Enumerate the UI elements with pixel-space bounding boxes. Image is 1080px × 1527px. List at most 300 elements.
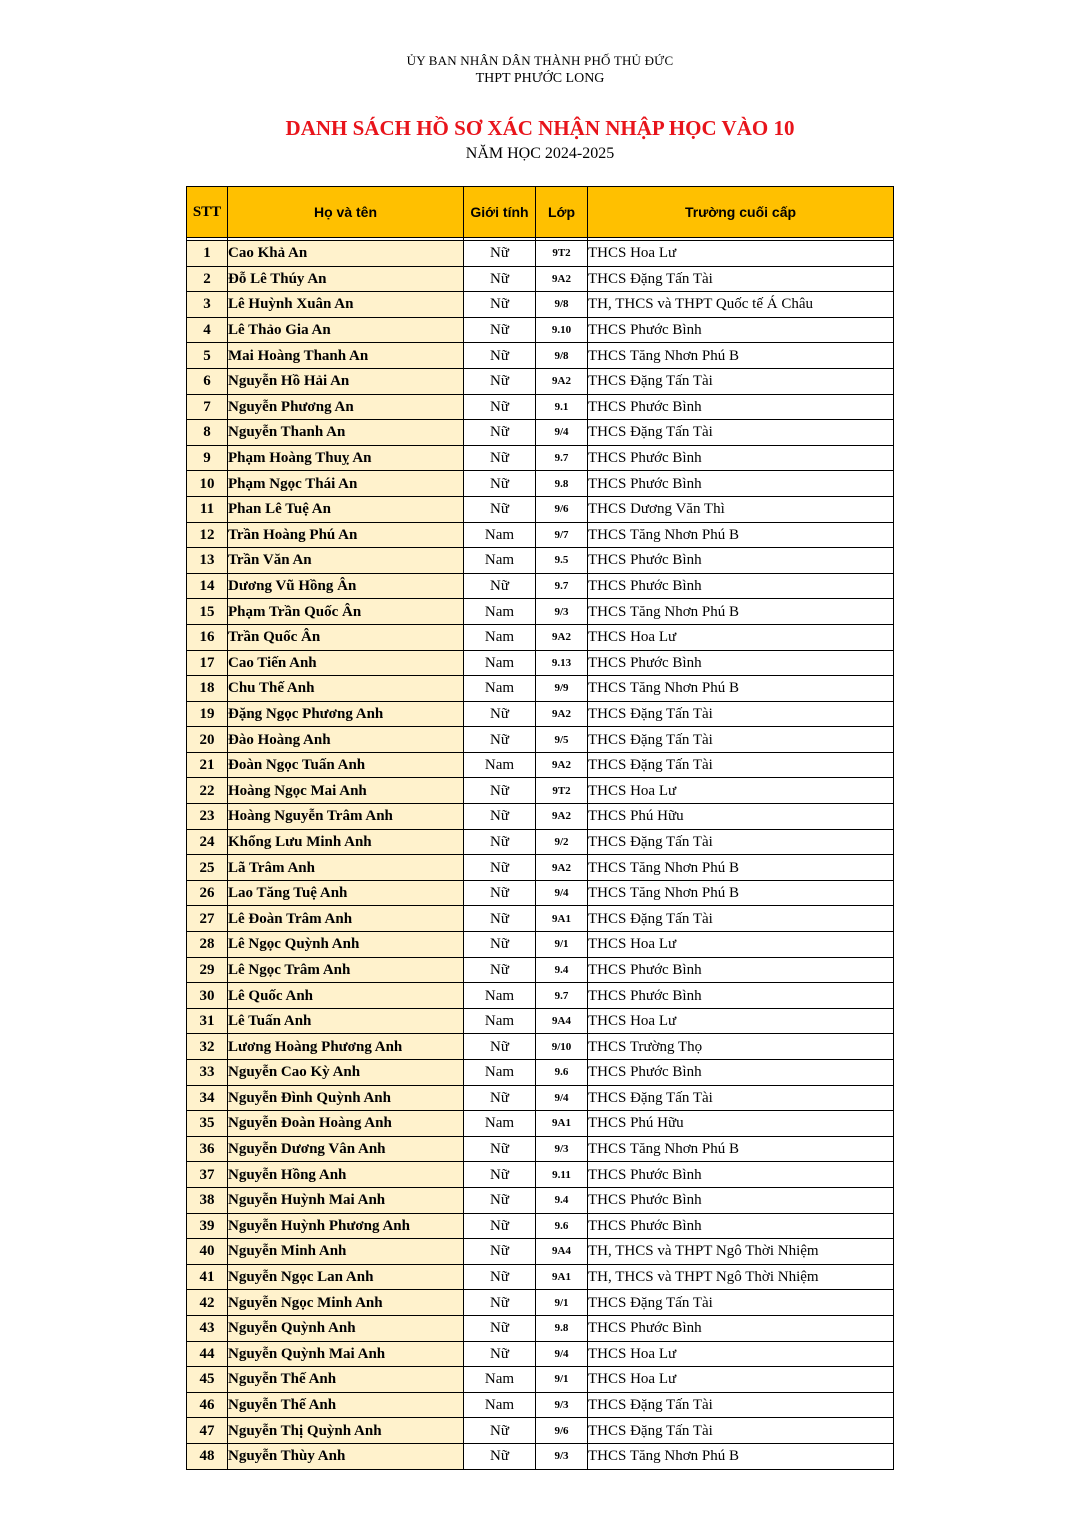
cell-class: 9.10 (536, 317, 588, 343)
cell-school: THCS Hoa Lư (588, 624, 894, 650)
cell-name: Phạm Ngọc Thái An (228, 471, 464, 497)
cell-gender: Nam (464, 752, 536, 778)
cell-name: Trần Quốc Ân (228, 624, 464, 650)
cell-stt: 39 (187, 1213, 228, 1239)
cell-class: 9A2 (536, 624, 588, 650)
cell-gender: Nữ (464, 727, 536, 753)
cell-stt: 13 (187, 548, 228, 574)
cell-school: THCS Tăng Nhơn Phú B (588, 343, 894, 369)
cell-school: THCS Hoa Lư (588, 932, 894, 958)
cell-school: THCS Tăng Nhơn Phú B (588, 522, 894, 548)
cell-class: 9/4 (536, 1341, 588, 1367)
cell-class: 9/4 (536, 1085, 588, 1111)
cell-class: 9/9 (536, 676, 588, 702)
cell-name: Lê Huỳnh Xuân An (228, 292, 464, 318)
cell-stt: 25 (187, 855, 228, 881)
cell-stt: 34 (187, 1085, 228, 1111)
table-row (187, 932, 894, 958)
cell-stt: 28 (187, 932, 228, 958)
cell-stt: 4 (187, 317, 228, 343)
table-row (187, 599, 894, 625)
table-row (187, 292, 894, 318)
cell-stt: 2 (187, 266, 228, 292)
cell-class: 9.4 (536, 1187, 588, 1213)
cell-school: THCS Đặng Tấn Tài (588, 1290, 894, 1316)
cell-gender: Nam (464, 650, 536, 676)
cell-gender: Nam (464, 983, 536, 1009)
cell-class: 9/1 (536, 1367, 588, 1393)
table-row (187, 624, 894, 650)
cell-gender: Nữ (464, 266, 536, 292)
cell-class: 9.6 (536, 1060, 588, 1086)
cell-gender: Nữ (464, 906, 536, 932)
cell-stt: 37 (187, 1162, 228, 1188)
cell-stt: 46 (187, 1392, 228, 1418)
student-table (186, 186, 894, 1470)
cell-school: THCS Tăng Nhơn Phú B (588, 676, 894, 702)
cell-gender: Nữ (464, 778, 536, 804)
cell-school: THCS Phước Bình (588, 445, 894, 471)
cell-school: THCS Phước Bình (588, 1162, 894, 1188)
cell-school: THCS Phước Bình (588, 394, 894, 420)
cell-school: THCS Dương Văn Thì (588, 496, 894, 522)
cell-stt: 9 (187, 445, 228, 471)
cell-name: Phan Lê Tuệ An (228, 496, 464, 522)
cell-school: THCS Hoa Lư (588, 1367, 894, 1393)
cell-class: 9.5 (536, 548, 588, 574)
cell-gender: Nữ (464, 573, 536, 599)
cell-name: Nguyễn Ngọc Lan Anh (228, 1264, 464, 1290)
cell-name: Đặng Ngọc Phương Anh (228, 701, 464, 727)
cell-gender: Nữ (464, 1290, 536, 1316)
cell-name: Lao Tăng Tuệ Anh (228, 880, 464, 906)
cell-class: 9/4 (536, 420, 588, 446)
cell-name: Nguyễn Huỳnh Mai Anh (228, 1187, 464, 1213)
cell-stt: 7 (187, 394, 228, 420)
cell-stt: 27 (187, 906, 228, 932)
table-row (187, 496, 894, 522)
cell-stt: 10 (187, 471, 228, 497)
cell-class: 9A2 (536, 701, 588, 727)
cell-gender: Nữ (464, 1162, 536, 1188)
cell-school: THCS Đặng Tấn Tài (588, 701, 894, 727)
cell-stt: 41 (187, 1264, 228, 1290)
cell-school: THCS Đặng Tấn Tài (588, 906, 894, 932)
document-title: DANH SÁCH HỒ SƠ XÁC NHẬN NHẬP HỌC VÀO 10 (285, 116, 795, 140)
cell-school: THCS Đặng Tấn Tài (588, 266, 894, 292)
cell-school: THCS Phước Bình (588, 1060, 894, 1086)
cell-name: Dương Vũ Hồng Ân (228, 573, 464, 599)
cell-name: Lê Thảo Gia An (228, 317, 464, 343)
cell-gender: Nữ (464, 343, 536, 369)
cell-class: 9/4 (536, 880, 588, 906)
cell-school: THCS Phước Bình (588, 650, 894, 676)
cell-stt: 42 (187, 1290, 228, 1316)
cell-stt: 30 (187, 983, 228, 1009)
cell-school: THCS Hoa Lư (588, 778, 894, 804)
cell-class: 9A1 (536, 1111, 588, 1137)
table-row (187, 880, 894, 906)
cell-name: Nguyễn Minh Anh (228, 1239, 464, 1265)
table-row (187, 650, 894, 676)
cell-class: 9T2 (536, 778, 588, 804)
cell-school: THCS Đặng Tấn Tài (588, 1392, 894, 1418)
column-header-name: Họ và tên (228, 187, 464, 238)
table-row (187, 701, 894, 727)
cell-school: THCS Phước Bình (588, 983, 894, 1009)
cell-name: Lê Ngọc Trâm Anh (228, 957, 464, 983)
cell-name: Hoàng Ngọc Mai Anh (228, 778, 464, 804)
cell-gender: Nam (464, 1060, 536, 1086)
cell-name: Nguyễn Thế Anh (228, 1392, 464, 1418)
column-header-gender: Giới tính (464, 187, 536, 238)
table-row (187, 1060, 894, 1086)
column-header-class: Lớp (536, 187, 588, 238)
cell-gender: Nữ (464, 394, 536, 420)
cell-name: Nguyễn Đình Quỳnh Anh (228, 1085, 464, 1111)
cell-name: Trần Văn An (228, 548, 464, 574)
cell-name: Nguyễn Hồ Hải An (228, 368, 464, 394)
cell-class: 9.8 (536, 471, 588, 497)
table-row (187, 855, 894, 881)
cell-name: Nguyễn Dương Vân Anh (228, 1136, 464, 1162)
table-row (187, 1367, 894, 1393)
cell-class: 9/3 (536, 1392, 588, 1418)
table-row (187, 957, 894, 983)
table-row (187, 420, 894, 446)
table-body (187, 241, 894, 1470)
cell-gender: Nữ (464, 1085, 536, 1111)
cell-class: 9T2 (536, 241, 588, 267)
cell-gender: Nữ (464, 804, 536, 830)
cell-stt: 43 (187, 1315, 228, 1341)
table-row (187, 1008, 894, 1034)
cell-class: 9A2 (536, 855, 588, 881)
cell-class: 9/3 (536, 599, 588, 625)
cell-school: THCS Đặng Tấn Tài (588, 368, 894, 394)
table-row (187, 1418, 894, 1444)
table-row (187, 1111, 894, 1137)
cell-stt: 36 (187, 1136, 228, 1162)
cell-name: Đỗ Lê Thúy An (228, 266, 464, 292)
column-header-stt: STT (187, 187, 228, 238)
cell-class: 9.6 (536, 1213, 588, 1239)
cell-gender: Nữ (464, 1213, 536, 1239)
cell-gender: Nữ (464, 1136, 536, 1162)
cell-school: THCS Đặng Tấn Tài (588, 1085, 894, 1111)
cell-stt: 33 (187, 1060, 228, 1086)
cell-name: Hoàng Nguyễn Trâm Anh (228, 804, 464, 830)
cell-school: THCS Tăng Nhơn Phú B (588, 855, 894, 881)
cell-stt: 14 (187, 573, 228, 599)
cell-name: Nguyễn Thế Anh (228, 1367, 464, 1393)
cell-school: THCS Phước Bình (588, 1187, 894, 1213)
cell-gender: Nữ (464, 241, 536, 267)
table-row (187, 1264, 894, 1290)
cell-gender: Nữ (464, 1341, 536, 1367)
cell-name: Phạm Hoàng Thuỵ An (228, 445, 464, 471)
cell-school: THCS Đặng Tấn Tài (588, 829, 894, 855)
cell-school: THCS Phú Hữu (588, 1111, 894, 1137)
cell-stt: 40 (187, 1239, 228, 1265)
org-line-1: ỦY BAN NHÂN DÂN THÀNH PHỐ THỦ ĐỨC (406, 53, 674, 68)
cell-class: 9A2 (536, 368, 588, 394)
cell-school: TH, THCS và THPT Quốc tế Á Châu (588, 292, 894, 318)
cell-school: THCS Đặng Tấn Tài (588, 420, 894, 446)
cell-stt: 32 (187, 1034, 228, 1060)
cell-stt: 11 (187, 496, 228, 522)
cell-name: Khổng Lưu Minh Anh (228, 829, 464, 855)
cell-class: 9.11 (536, 1162, 588, 1188)
cell-gender: Nữ (464, 471, 536, 497)
cell-school: THCS Phước Bình (588, 317, 894, 343)
cell-class: 9.13 (536, 650, 588, 676)
table-row (187, 983, 894, 1009)
cell-stt: 35 (187, 1111, 228, 1137)
cell-class: 9/2 (536, 829, 588, 855)
cell-class: 9/1 (536, 1290, 588, 1316)
cell-name: Nguyễn Cao Kỳ Anh (228, 1060, 464, 1086)
table-row (187, 1136, 894, 1162)
cell-class: 9.7 (536, 573, 588, 599)
cell-stt: 21 (187, 752, 228, 778)
table-row (187, 317, 894, 343)
table-row (187, 1085, 894, 1111)
table-row (187, 752, 894, 778)
cell-school: THCS Đặng Tấn Tài (588, 1418, 894, 1444)
cell-gender: Nữ (464, 829, 536, 855)
cell-class: 9/6 (536, 1418, 588, 1444)
cell-stt: 26 (187, 880, 228, 906)
cell-stt: 24 (187, 829, 228, 855)
cell-school: THCS Trường Thọ (588, 1034, 894, 1060)
cell-name: Đào Hoàng Anh (228, 727, 464, 753)
table-row (187, 445, 894, 471)
table-row (187, 266, 894, 292)
cell-stt: 45 (187, 1367, 228, 1393)
cell-gender: Nữ (464, 1239, 536, 1265)
cell-gender: Nam (464, 548, 536, 574)
cell-gender: Nam (464, 1111, 536, 1137)
cell-school: THCS Tăng Nhơn Phú B (588, 1136, 894, 1162)
cell-class: 9A1 (536, 1264, 588, 1290)
cell-school: THCS Đặng Tấn Tài (588, 727, 894, 753)
cell-name: Mai Hoàng Thanh An (228, 343, 464, 369)
cell-class: 9A4 (536, 1008, 588, 1034)
cell-name: Nguyễn Thùy Anh (228, 1443, 464, 1469)
cell-name: Cao Tiến Anh (228, 650, 464, 676)
cell-name: Nguyễn Phương An (228, 394, 464, 420)
cell-class: 9/5 (536, 727, 588, 753)
cell-name: Lã Trâm Anh (228, 855, 464, 881)
cell-name: Phạm Trần Quốc Ân (228, 599, 464, 625)
cell-school: THCS Phú Hữu (588, 804, 894, 830)
cell-school: THCS Phước Bình (588, 471, 894, 497)
cell-gender: Nữ (464, 880, 536, 906)
cell-stt: 15 (187, 599, 228, 625)
cell-stt: 44 (187, 1341, 228, 1367)
cell-stt: 5 (187, 343, 228, 369)
cell-stt: 47 (187, 1418, 228, 1444)
cell-class: 9.7 (536, 983, 588, 1009)
cell-school: THCS Tăng Nhơn Phú B (588, 880, 894, 906)
cell-stt: 18 (187, 676, 228, 702)
cell-gender: Nữ (464, 1034, 536, 1060)
cell-school: THCS Phước Bình (588, 1315, 894, 1341)
cell-class: 9/8 (536, 343, 588, 369)
cell-class: 9A4 (536, 1239, 588, 1265)
cell-class: 9/3 (536, 1443, 588, 1469)
cell-school: THCS Phước Bình (588, 573, 894, 599)
cell-gender: Nữ (464, 957, 536, 983)
cell-stt: 29 (187, 957, 228, 983)
cell-name: Lê Tuấn Anh (228, 1008, 464, 1034)
cell-class: 9.4 (536, 957, 588, 983)
cell-school: TH, THCS và THPT Ngô Thời Nhiệm (588, 1239, 894, 1265)
cell-gender: Nữ (464, 701, 536, 727)
cell-gender: Nữ (464, 855, 536, 881)
cell-stt: 17 (187, 650, 228, 676)
cell-class: 9A2 (536, 266, 588, 292)
cell-gender: Nữ (464, 420, 536, 446)
cell-stt: 6 (187, 368, 228, 394)
cell-school: THCS Tăng Nhơn Phú B (588, 1443, 894, 1469)
table-row (187, 1443, 894, 1469)
table-row (187, 1187, 894, 1213)
cell-school: THCS Phước Bình (588, 1213, 894, 1239)
table-row (187, 241, 894, 267)
cell-stt: 8 (187, 420, 228, 446)
cell-name: Nguyễn Thị Quỳnh Anh (228, 1418, 464, 1444)
cell-stt: 23 (187, 804, 228, 830)
cell-stt: 38 (187, 1187, 228, 1213)
cell-name: Nguyễn Hồng Anh (228, 1162, 464, 1188)
table-row (187, 548, 894, 574)
table-header-row (187, 187, 894, 238)
table-row (187, 676, 894, 702)
cell-school: THCS Phước Bình (588, 957, 894, 983)
cell-class: 9/8 (536, 292, 588, 318)
cell-gender: Nữ (464, 317, 536, 343)
cell-class: 9/3 (536, 1136, 588, 1162)
cell-class: 9A1 (536, 906, 588, 932)
cell-name: Nguyễn Thanh An (228, 420, 464, 446)
table-row (187, 573, 894, 599)
cell-name: Nguyễn Ngọc Minh Anh (228, 1290, 464, 1316)
cell-gender: Nữ (464, 1264, 536, 1290)
cell-gender: Nam (464, 624, 536, 650)
cell-name: Nguyễn Quỳnh Mai Anh (228, 1341, 464, 1367)
cell-school: THCS Hoa Lư (588, 1341, 894, 1367)
cell-gender: Nữ (464, 1315, 536, 1341)
cell-gender: Nữ (464, 368, 536, 394)
cell-stt: 31 (187, 1008, 228, 1034)
cell-gender: Nam (464, 599, 536, 625)
table-row (187, 1341, 894, 1367)
table-row (187, 804, 894, 830)
cell-name: Nguyễn Huỳnh Phương Anh (228, 1213, 464, 1239)
cell-stt: 16 (187, 624, 228, 650)
table-row (187, 394, 894, 420)
table-row (187, 1315, 894, 1341)
cell-class: 9.7 (536, 445, 588, 471)
table-row (187, 522, 894, 548)
cell-name: Đoàn Ngọc Tuấn Anh (228, 752, 464, 778)
document-subtitle: NĂM HỌC 2024-2025 (465, 145, 615, 162)
cell-school: THCS Hoa Lư (588, 1008, 894, 1034)
cell-gender: Nữ (464, 1443, 536, 1469)
column-header-school: Trường cuối cấp (588, 187, 894, 238)
cell-school: THCS Đặng Tấn Tài (588, 752, 894, 778)
table-row (187, 1392, 894, 1418)
cell-name: Nguyễn Đoàn Hoàng Anh (228, 1111, 464, 1137)
cell-stt: 48 (187, 1443, 228, 1469)
cell-class: 9/10 (536, 1034, 588, 1060)
cell-stt: 19 (187, 701, 228, 727)
table-row (187, 1290, 894, 1316)
cell-class: 9.1 (536, 394, 588, 420)
table-row (187, 368, 894, 394)
cell-name: Nguyễn Quỳnh Anh (228, 1315, 464, 1341)
cell-name: Trần Hoàng Phú An (228, 522, 464, 548)
cell-class: 9A2 (536, 804, 588, 830)
cell-stt: 3 (187, 292, 228, 318)
table-row (187, 1213, 894, 1239)
cell-gender: Nữ (464, 1418, 536, 1444)
cell-gender: Nữ (464, 445, 536, 471)
cell-gender: Nữ (464, 1187, 536, 1213)
cell-school: THCS Phước Bình (588, 548, 894, 574)
cell-gender: Nam (464, 676, 536, 702)
table-row (187, 727, 894, 753)
table-row (187, 778, 894, 804)
cell-stt: 20 (187, 727, 228, 753)
cell-class: 9/6 (536, 496, 588, 522)
cell-gender: Nam (464, 522, 536, 548)
cell-class: 9/7 (536, 522, 588, 548)
table-row (187, 1034, 894, 1060)
table-row (187, 1239, 894, 1265)
cell-school: THCS Tăng Nhơn Phú B (588, 599, 894, 625)
cell-class: 9A2 (536, 752, 588, 778)
cell-name: Lương Hoàng Phương Anh (228, 1034, 464, 1060)
cell-name: Lê Đoàn Trâm Anh (228, 906, 464, 932)
cell-stt: 12 (187, 522, 228, 548)
cell-gender: Nữ (464, 496, 536, 522)
cell-name: Lê Quốc Anh (228, 983, 464, 1009)
cell-stt: 22 (187, 778, 228, 804)
table-row (187, 829, 894, 855)
table-row (187, 343, 894, 369)
cell-name: Chu Thế Anh (228, 676, 464, 702)
table-row (187, 1162, 894, 1188)
cell-gender: Nam (464, 1367, 536, 1393)
cell-name: Lê Ngọc Quỳnh Anh (228, 932, 464, 958)
cell-gender: Nam (464, 1392, 536, 1418)
cell-stt: 1 (187, 241, 228, 267)
org-line-2: THPT PHƯỚC LONG (475, 71, 605, 86)
cell-name: Cao Khả An (228, 241, 464, 267)
cell-gender: Nữ (464, 292, 536, 318)
table-row (187, 471, 894, 497)
cell-gender: Nữ (464, 932, 536, 958)
cell-gender: Nam (464, 1008, 536, 1034)
cell-school: TH, THCS và THPT Ngô Thời Nhiệm (588, 1264, 894, 1290)
cell-class: 9/1 (536, 932, 588, 958)
cell-class: 9.8 (536, 1315, 588, 1341)
table-row (187, 906, 894, 932)
cell-school: THCS Hoa Lư (588, 241, 894, 267)
